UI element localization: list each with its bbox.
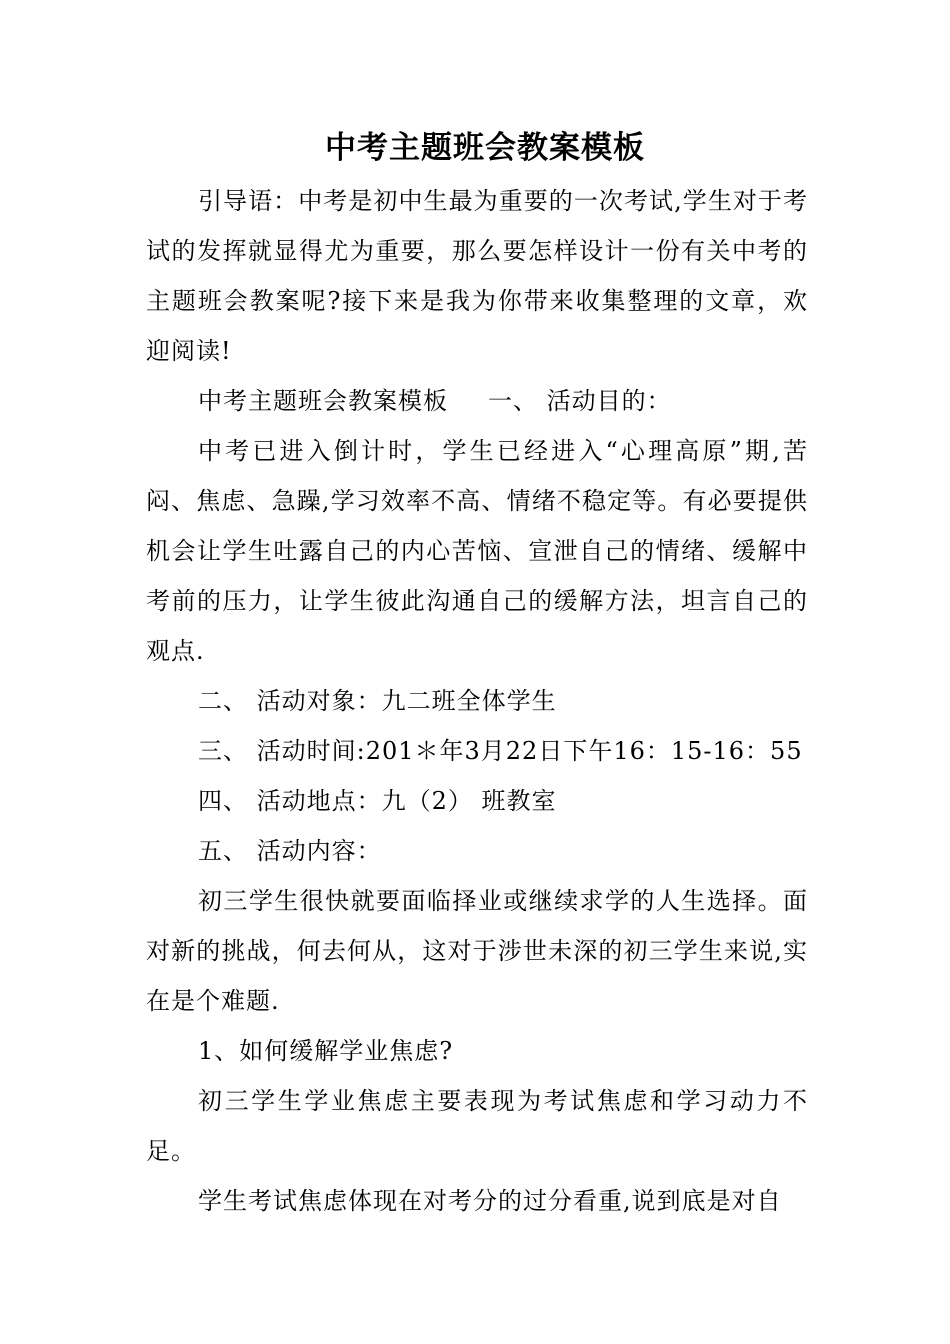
document-body bbox=[146, 176, 808, 1226]
anxiety-paragraph: 初三学生学业焦虑主要表现为考试焦虑和学习动力不足。 bbox=[146, 1087, 808, 1165]
location-line: 四、 活动地点：九（2） 班教室 bbox=[198, 787, 557, 815]
subtitle-right: 一、 活动目的： bbox=[488, 387, 672, 415]
subtitle-left: 中考主题班会教案模板 bbox=[198, 387, 448, 415]
intro-paragraph: 引导语：中考是初中生最为重要的一次考试,学生对于考试的发挥就显得尤为重要，那么要怎样设计一份有关中考的主题班会教案呢?接下来是我为你带来收集整理的文章，欢迎阅读! bbox=[146, 187, 808, 365]
content-heading: 五、 活动内容： bbox=[198, 837, 382, 865]
content-paragraph: 初三学生很快就要面临择业或继续求学的人生选择。面对新的挑战，何去何从，这对于涉世未深的初三学生来说,实在是个难题. bbox=[146, 887, 808, 1015]
time-line: 三、 活动时间:201＊年3月22日下午16：15-16：55 bbox=[198, 737, 803, 765]
subtitle-line bbox=[146, 376, 808, 426]
exam-anxiety-paragraph: 学生考试焦虑体现在对考分的过分看重,说到底是对自 bbox=[198, 1187, 782, 1215]
target-line: 二、 活动对象：九二班全体学生 bbox=[198, 687, 557, 715]
purpose-paragraph: 中考已进入倒计时，学生已经进入“心理高原”期,苦闷、焦虑、急躁,学习效率不高、情绪不稳定等。有必要提供机会让学生吐露自己的内心苦恼、宣泄自己的情绪、缓解中考前的压力，让学生彼此沟通自己的缓解方法，坦言自己的观点. bbox=[146, 437, 808, 665]
document-title: 中考主题班会教案模板 bbox=[325, 130, 645, 166]
question-heading: 1、如何缓解学业焦虑? bbox=[198, 1037, 454, 1065]
